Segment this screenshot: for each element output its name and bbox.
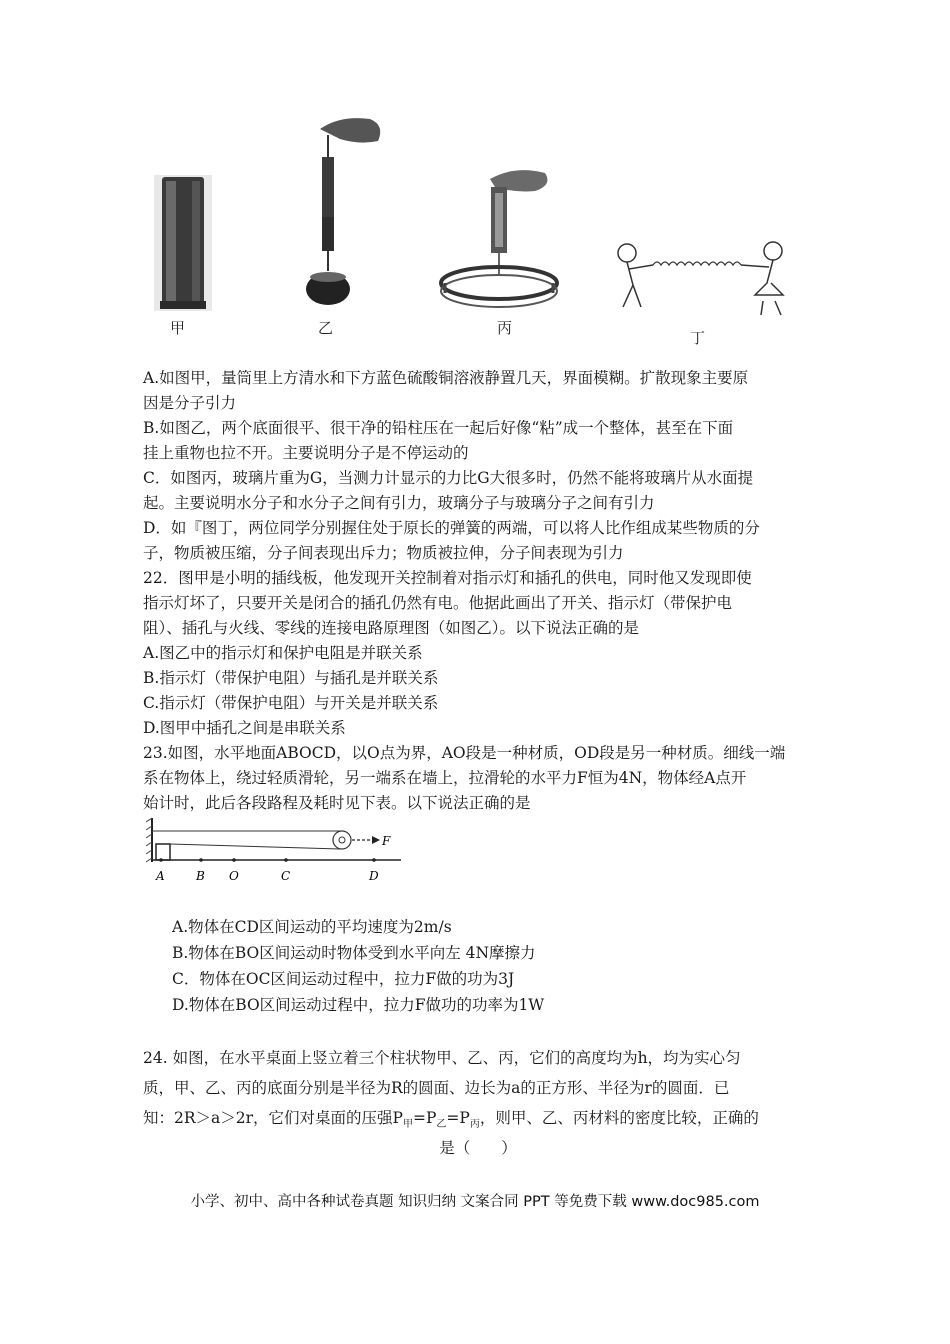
q21-option-line: 挂上重物也拉不开。主要说明分子是不停运动的 <box>143 444 469 462</box>
sub-yi: 乙 <box>436 1119 447 1131</box>
question-24 <box>143 1043 813 1163</box>
q24-line: 质，甲、乙、丙的底面分别是半径为R的圆面、边长为a的正方形、半径为r的圆面．已 <box>143 1079 730 1097</box>
q21-option-line: D．如『图丁，两位同学分别握住处于原长的弹簧的两端，可以将人比作组成某些物质的分 <box>143 519 760 537</box>
q24-line3-post: ，则甲、乙、丙材料的密度比较，正确的 <box>479 1109 759 1127</box>
q23-option-line: D.物体在BO区间运动过程中，拉力F做功的功率为1W <box>172 996 545 1014</box>
question-21-22-block <box>143 366 813 816</box>
sub-bing: 丙 <box>469 1119 480 1131</box>
point-label-o: O <box>229 869 239 883</box>
q23-stem-line: 23.如图，水平地面ABOCD，以O点为界，AO段是一种材质，OD段是另一种材质。细线一端 <box>143 744 786 762</box>
q22-option-line: C.指示灯（带保护电阻）与开关是并联关系 <box>143 694 439 712</box>
q24-line3-pre: 知：2R＞a＞2r，它们对桌面的压强P <box>143 1109 403 1127</box>
q22-stem-line: 阻）、插孔与火线、零线的连接电路原理图（如图乙）。以下说法正确的是 <box>143 619 640 637</box>
q22-option-line: B.指示灯（带保护电阻）与插孔是并联关系 <box>143 669 439 687</box>
q22-option-line: A.图乙中的指示灯和保护电阻是并联关系 <box>143 644 423 662</box>
q23-stem-line: 始计时，此后各段路程及耗时见下表。以下说法正确的是 <box>143 794 531 812</box>
q21-option-line: B.如图乙，两个底面很平、很干净的铅柱压在一起后好像“粘”成一个整体，甚至在下面 <box>143 419 734 437</box>
q24-eq2: =P <box>446 1109 470 1127</box>
caption-ding: 丁 <box>690 329 706 347</box>
figure-bing-spring-scale-glass <box>435 165 565 315</box>
q23-option-line: B.物体在BO区间运动时物体受到水平向左 4N摩擦力 <box>172 944 536 962</box>
q23-option-line: A.物体在CD区间运动的平均速度为2m/s <box>172 918 452 936</box>
q22-stem-line: 指示灯坏了，只要开关是闭合的插孔仍然有电。他据此画出了开关、指示灯（带保护电 <box>143 594 733 612</box>
figure-row <box>140 115 800 345</box>
q24-line-pressure <box>143 1103 813 1133</box>
q21-option-line: C．如图丙，玻璃片重为G，当测力计显示的力比G大很多时，仍然不能将玻璃片从水面提 <box>143 469 754 487</box>
figure-jia-graduated-cylinder <box>152 173 214 313</box>
q21-option-line: 起。主要说明水分子和水分子之间有引力，玻璃分子与玻璃分子之间有引力 <box>143 494 655 512</box>
footer-promo: 小学、初中、高中各种试卷真题 知识归纳 文案合同 PPT 等免费下载 www.doc985.com <box>190 1194 760 1210</box>
q23-option-line: C．物体在OC区间运动过程中，拉力F做的功为3J <box>172 970 515 988</box>
q24-line: 24. 如图，在水平桌面上竖立着三个柱状物甲、乙、丙，它们的高度均为h，均为实心匀 <box>143 1049 741 1067</box>
point-label-b: B <box>196 869 205 883</box>
point-label-c: C <box>281 869 291 883</box>
sub-jia: 甲 <box>402 1119 413 1131</box>
caption-yi: 乙 <box>318 319 334 337</box>
caption-bing: 丙 <box>497 319 513 337</box>
q22-option-line: D.图甲中插孔之间是串联关系 <box>143 719 346 737</box>
q24-answer-blank: 是（ ） <box>439 1139 517 1157</box>
q24-eq1: =P <box>412 1109 437 1127</box>
q23-stem-line: 系在物体上，绕过轻质滑轮，另一端系在墙上，拉滑轮的水平力F恒为4N，物体经A点开 <box>143 769 747 787</box>
question-23-options <box>172 914 812 1018</box>
q21-option-line: 子，物质被压缩，分子间表现出斥力；物质被拉伸，分子间表现为引力 <box>143 544 624 562</box>
caption-jia: 甲 <box>170 319 186 337</box>
force-label: F <box>382 834 391 848</box>
q22-stem-line: 22．图甲是小明的插线板，他发现开关控制着对指示灯和插孔的供电，同时他又发现即使 <box>143 569 752 587</box>
q21-option-line: 因是分子引力 <box>143 394 237 412</box>
point-label-d: D <box>369 869 379 883</box>
figure-ding-students-spring <box>605 235 795 325</box>
q23-pulley-diagram <box>146 814 406 892</box>
point-label-a: A <box>156 869 165 883</box>
q21-option-line: A.如图甲，量筒里上方清水和下方蓝色硫酸铜溶液静置几天，界面模糊。扩散现象主要原 <box>143 369 749 387</box>
figure-yi-lead-cylinders <box>300 115 410 315</box>
